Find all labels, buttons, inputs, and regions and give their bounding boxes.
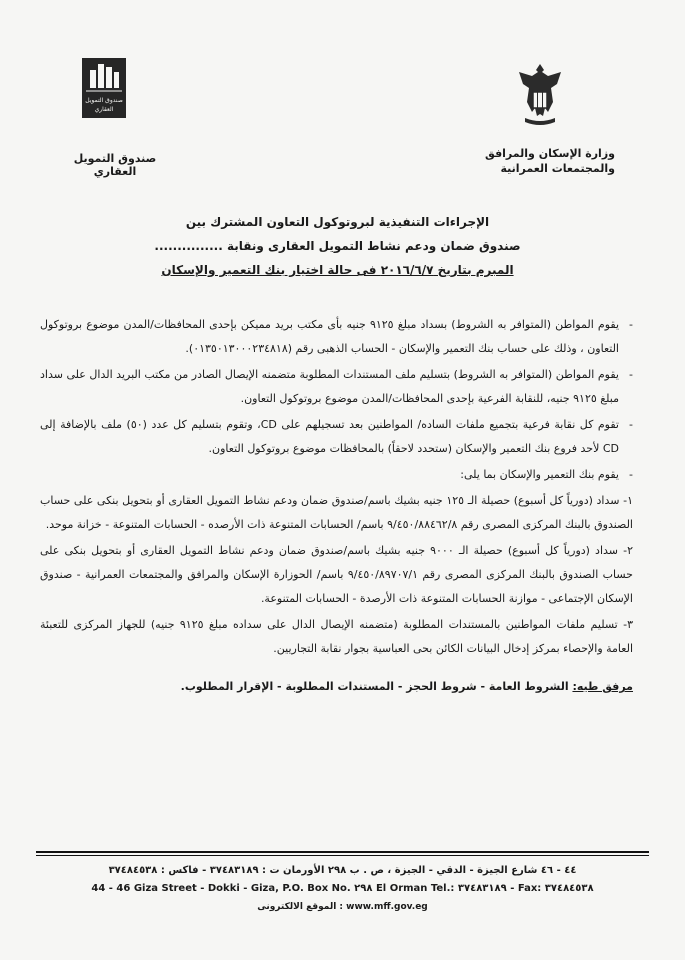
- fund-logo-text-2: العقاري: [94, 106, 114, 113]
- ministry-header: [465, 62, 615, 176]
- footer-address-english: 44 - 46 Giza Street - Dokki - Giza, P.O. Box No. ٢٩٨ El Orman Tel.: ٣٧٤٨٣١٨٩ - Fax: ٣٧٤٨٤٥٣٨: [91, 883, 594, 894]
- title-line-1: الإجراءات التنفيذية لبروتوكول التعاون المشترك بين: [185, 215, 490, 229]
- footer-divider-thin: [36, 855, 649, 856]
- ministry-name: [465, 146, 615, 176]
- bullet-item: - يقوم المواطن (المتوافر به الشروط) بتسليم ملف المستندات المطلوبة متضمنه الإيصال الصادر من مكتب البريد الدال على سداد مبلغ ٩١٢٥ جنيه، للنقابة الفرعية بإحدى المحافظات/المدن موضوع بروتوكول التعاون.: [40, 363, 633, 411]
- egypt-eagle-emblem: [515, 62, 565, 128]
- attachments-line: [40, 675, 633, 699]
- document-title: [100, 210, 575, 282]
- attachments-label: مرفق طيه:: [572, 680, 633, 693]
- bullet-item: - يقوم بنك التعمير والإسكان بما يلى:: [40, 463, 633, 487]
- ministry-line-1: وزارة الإسكان والمرافق: [485, 147, 615, 160]
- footer: [44, 862, 641, 916]
- ministry-line-2: والمجتمعات العمرانية: [500, 162, 615, 175]
- numbered-item: ٣- تسليم ملفات المواطنين بالمستندات المطلوبة (متضمنه الإيصال الدال على سداده مبلغ ٩١٢٥ جنيه) للجهاز المركزى للتعبئة العامة والإحصاء بمركز إدخال البيانات الكائن بحى العباسية بجوار نقابة التجاريين.: [40, 618, 633, 655]
- footer-divider: [36, 851, 649, 853]
- fund-logo-text-1: صندوق التمويل: [85, 97, 123, 104]
- bullet-item: - يقوم المواطن (المتوافر به الشروط) بسداد مبلغ ٩١٢٥ جنيه بأى مكتب بريد مميكن بإحدى المحافظات/المدن موضوع بروتوكول التعاون ، وذلك على حساب بنك التعمير والإسكان - الحساب الذهبى رقم (٠١٣٥٠١٣٠٠٠٢٣٤٨١٨).: [40, 313, 633, 361]
- title-line-3: المبرم بتاريخ ٢٠١٦/٦/٧ فى حالة اختيار بنك التعمير والإسكان: [161, 263, 514, 277]
- fund-name: صندوق التمويل العقاري: [73, 152, 157, 178]
- title-line-2: صندوق ضمان ودعم نشاط التمويل العقارى ونقابة ...............: [154, 239, 521, 253]
- document-body: [40, 313, 633, 699]
- footer-website: www.mff.gov.eg : الموقع الالكترونى: [257, 902, 428, 912]
- attachments-text: الشروط العامة - شروط الحجز - المستندات المطلوبة - الإقرار المطلوب.: [180, 680, 573, 693]
- numbered-item: ١- سداد (دورياً كل أسبوع) حصيلة الـ ١٢٥ جنيه بشيك باسم/صندوق ضمان ودعم نشاط التمويل العقارى أو بتحويل بنكى على حساب الصندوق بالبنك المركزى المصرى رقم ٩/٤٥٠/٨٨٤٦٢/٨ باسم/ الحسابات المتنوعة ذات الأرصده - الحسابات المتنوعة - خزانة موحد.: [40, 494, 633, 531]
- fund-logo: [82, 58, 126, 118]
- bullet-item: - تقوم كل نقابة فرعية بتجميع ملفات الساده/ المواطنين بعد تسجيلهم على CD، وتقوم بتسليم كل عدد (٥٠) ملف بالإضافة إلى CD لأحد فروع بنك التعمير والإسكان (ستحدد لاحقاً) بالمحافظات موضوع بروتوكول التعاون.: [40, 413, 633, 461]
- numbered-item: ٢- سداد (دورياً كل أسبوع) حصيلة الـ ٩٠٠٠ جنيه بشيك باسم/صندوق ضمان ودعم نشاط التمويل العقارى أو بتحويل بنكى على حساب الصندوق بالبنك المركزى المصرى رقم ٩/٤٥٠/٨٩٧٠٧/١ باسم/ الحوزارة الإسكان والمرافق والمجتمعات العمرانية - صندوق الإسكان الإجتماعى - موازنة الحسابات المتنوعة ذات الأرصدة - الحسابات المتنوعة.: [40, 544, 633, 605]
- footer-address-arabic: ٤٤ - ٤٦ شارع الجيزة - الدقي - الجيزة ، ص . ب ٢٩٨ الأورمان ت : ٣٧٤٨٣١٨٩ - فاكس : ٣٧٤٨٤٥٣٨: [108, 865, 577, 876]
